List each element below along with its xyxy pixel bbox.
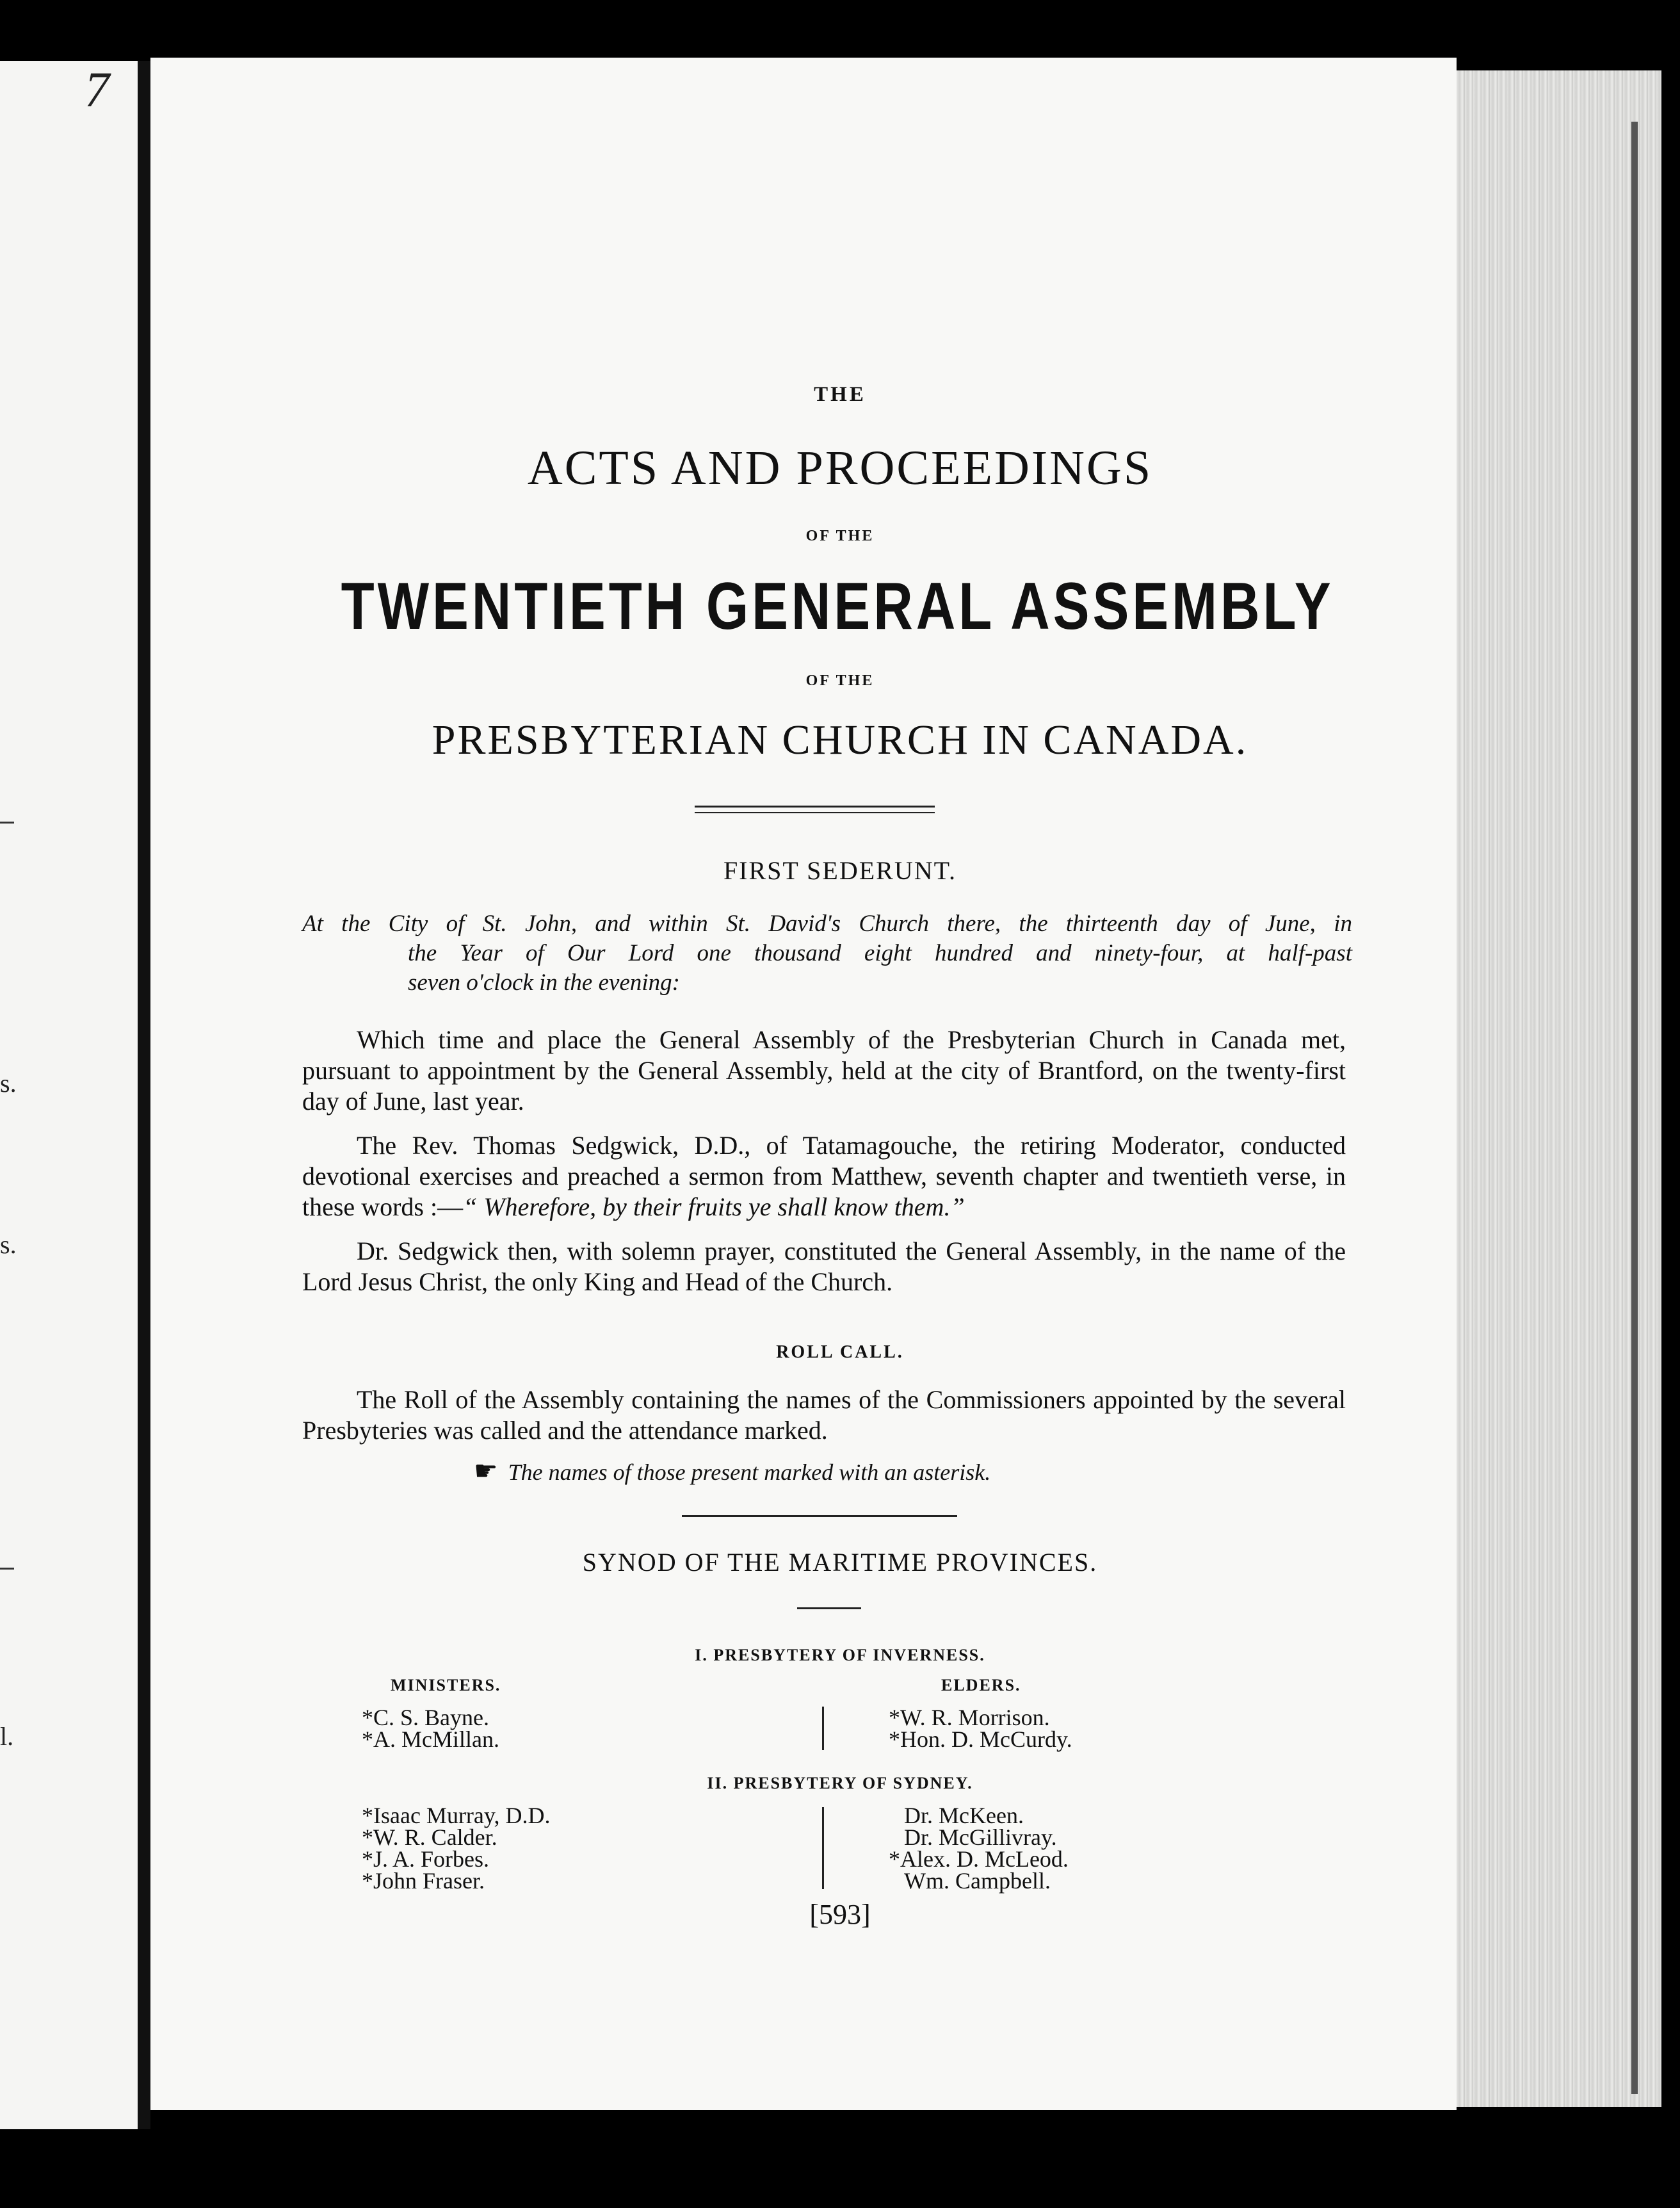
title-of-the: OF THE xyxy=(805,672,875,689)
elder-name: Dr. McKeen. xyxy=(904,1803,1024,1828)
paragraph-text: Which time and place the General Assembly of the Presbyterian Church in Canada met, pursuant to appointment by the General Assembly, held at the city of Brantford, on the twenty-first day of June, last year. xyxy=(302,1025,1346,1116)
elders-column-label: ELDERS. xyxy=(941,1676,1021,1694)
scripture-quote: “ Wherefore, by their fruits ye shall know them.” xyxy=(463,1192,965,1221)
intro-paragraph xyxy=(302,909,1352,998)
left-page-text: l. xyxy=(0,1722,14,1751)
column-divider xyxy=(822,1707,824,1750)
paragraph xyxy=(302,1025,1346,1117)
note-text: The names of those present marked with an asterisk. xyxy=(508,1459,991,1485)
left-page-text: s. xyxy=(0,1069,17,1098)
ministers-list xyxy=(362,1707,499,1750)
elders-list xyxy=(889,1805,1069,1892)
intro-line: At the City of St. John, and within St. David's Church there, the thirteenth day of June, in xyxy=(302,911,1352,937)
paragraph-text: The Rev. Thomas Sedgwick, D.D., of Tatamagouche, the retiring Moderator, conducted devotional exercises and preached a sermon from Matthew, seventh chapter and twentieth verse, in these words :— xyxy=(302,1131,1346,1221)
title-church: PRESBYTERIAN CHURCH IN CANADA. xyxy=(432,717,1248,763)
ministers-list xyxy=(362,1805,551,1892)
left-page-text: s. xyxy=(0,1230,17,1259)
left-page-dash xyxy=(0,822,14,824)
minister-name: *John Fraser. xyxy=(362,1868,485,1894)
pointing-hand-icon: ☛ xyxy=(474,1457,498,1486)
elder-name: Wm. Campbell. xyxy=(904,1868,1051,1894)
presbytery-heading: II. PRESBYTERY OF SYDNEY. xyxy=(707,1774,973,1792)
title-of-the: OF THE xyxy=(805,528,875,544)
elders-list xyxy=(889,1707,1072,1750)
title-the: THE xyxy=(814,383,866,406)
paragraph xyxy=(302,1236,1346,1297)
ministers-column-label: MINISTERS. xyxy=(391,1676,501,1694)
synod-heading: SYNOD OF THE MARITIME PROVINCES. xyxy=(582,1548,1098,1577)
elder-name: *Hon. D. McCurdy. xyxy=(889,1726,1072,1752)
column-divider xyxy=(822,1807,824,1889)
divider xyxy=(695,806,935,808)
left-page-mark: 7 xyxy=(85,61,109,117)
book-gutter xyxy=(138,61,150,2129)
paragraph xyxy=(302,1384,1346,1446)
elder-name: Dr. McGillivray. xyxy=(904,1824,1057,1850)
minister-name: *W. R. Calder. xyxy=(362,1824,497,1850)
section-heading: FIRST SEDERUNT. xyxy=(723,856,957,885)
title-general-assembly: TWENTIETH GENERAL ASSEMBLY xyxy=(341,569,1334,644)
minister-name: *C. S. Bayne. xyxy=(362,1705,490,1730)
presbytery-heading: I. PRESBYTERY OF INVERNESS. xyxy=(695,1646,985,1664)
divider xyxy=(797,1607,861,1609)
minister-name: *Isaac Murray, D.D. xyxy=(362,1803,551,1828)
roll-call-heading: ROLL CALL. xyxy=(776,1342,904,1362)
minister-name: *A. McMillan. xyxy=(362,1726,499,1752)
paragraph-text: Dr. Sedgwick then, with solemn prayer, constituted the General Assembly, in the name of the Lord Jesus Christ, the only King and Head of the Church. xyxy=(302,1237,1346,1296)
page-number: [593] xyxy=(809,1899,871,1930)
minister-name: *J. A. Forbes. xyxy=(362,1846,490,1872)
asterisk-note xyxy=(474,1455,990,1487)
divider xyxy=(695,812,935,813)
intro-line: the Year of Our Lord one thousand eight hundred and ninety-four, at half-past xyxy=(408,940,1352,966)
divider xyxy=(682,1515,957,1517)
paragraph-text: The Roll of the Assembly containing the names of the Commissioners appointed by the several Presbyteries was called and the attendance marked. xyxy=(302,1385,1346,1445)
intro-line: seven o'clock in the evening: xyxy=(408,970,680,996)
elder-name: *W. R. Morrison. xyxy=(889,1705,1050,1730)
left-page-fragment xyxy=(0,61,138,2129)
elder-name: *Alex. D. McLeod. xyxy=(889,1846,1069,1872)
page-edge-shadow xyxy=(1631,122,1638,2094)
paragraph xyxy=(302,1130,1346,1222)
title-acts-and-proceedings: ACTS AND PROCEEDINGS xyxy=(527,441,1153,495)
page-edges xyxy=(1457,70,1661,2107)
